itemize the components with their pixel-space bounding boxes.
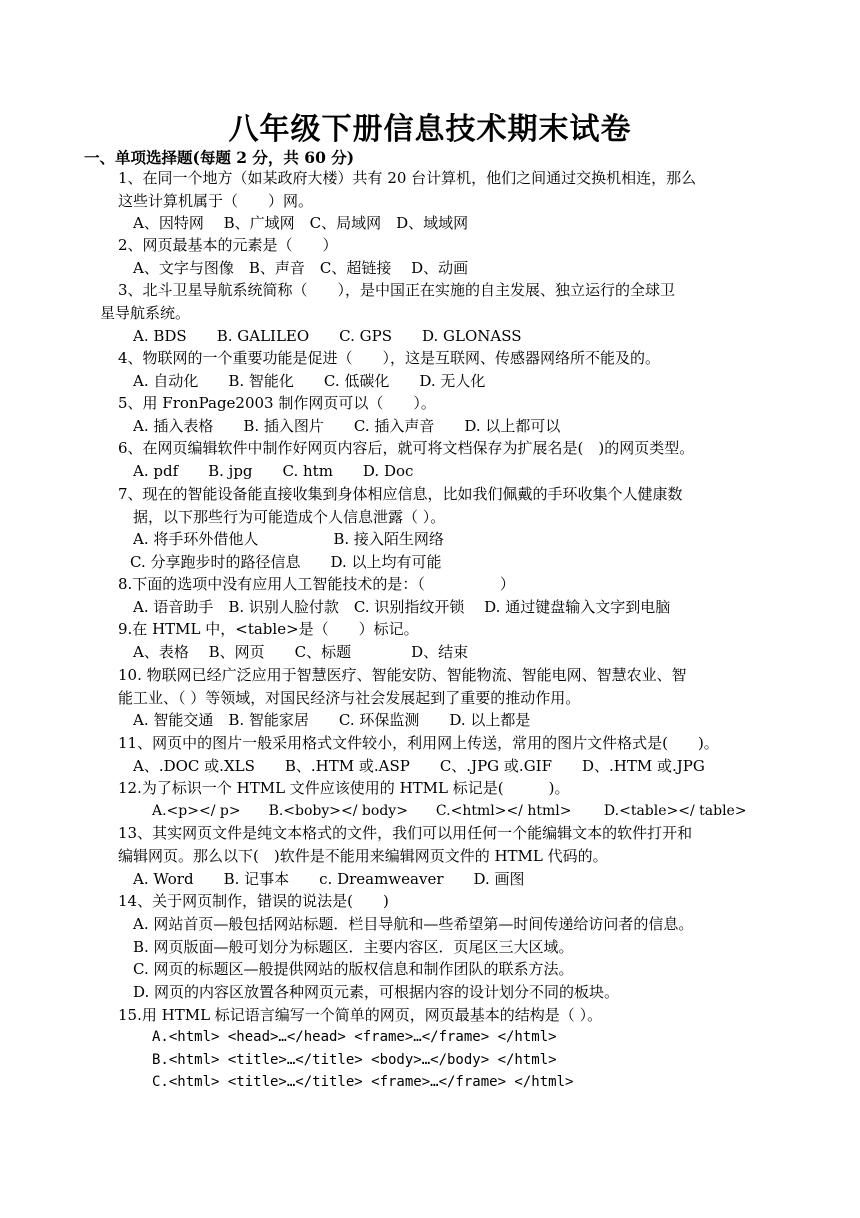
- question-15: 15.用 HTML 标记语言编写一个简单的网页，网页最基本的结构是（ ）。: [118, 1006, 603, 1024]
- section-heading: 一、单项选择题(每题 2 分，共 60 分): [84, 148, 355, 167]
- question-1-cont: 这些计算机属于（ ）网。: [118, 192, 314, 210]
- question-14-option-a: A. 网站首页—般包括网站标题．栏目导航和—些希望第—时间传递给访问者的信息。: [133, 915, 694, 933]
- question-7-options-1: A. 将手环外借他人 B. 接入陌生网络: [133, 530, 444, 548]
- question-12-options: A.<p></ p> B.<boby></ body> C.<html></ html> D.<table></ table>: [152, 803, 747, 819]
- question-14-option-c: C. 网页的标题区—般提供网站的版权信息和制作团队的联系方法。: [133, 960, 574, 978]
- question-3-options: A. BDS B. GALILEO C. GPS D. GLONASS: [133, 327, 522, 345]
- question-2: 2、网页最基本的元素是（ ）: [118, 236, 338, 254]
- page-title: 八年级下册信息技术期末试卷: [228, 112, 632, 147]
- question-15-option-c: C.<html> <title>…</title> <frame>…</frame> </html>: [152, 1074, 574, 1090]
- question-3-cont: 星导航系统。: [100, 304, 191, 322]
- question-13-options: A. Word B. 记事本 c. Dreamweaver D. 画图: [133, 870, 525, 888]
- question-7: 7、现在的智能设备能直接收集到身体相应信息，比如我们佩戴的手环收集个人健康数: [118, 485, 683, 503]
- question-10-cont: 能工业、（ ）等领域，对国民经济与社会发展起到了重要的推动作用。: [118, 689, 581, 707]
- question-14-option-b: B. 网页版面—般可划分为标题区．主要内容区．页尾区三大区域。: [133, 938, 574, 956]
- question-10: 10. 物联网已经广泛应用于智慧医疗、智能安防、智能物流、智能电网、智慧农业、智: [118, 666, 687, 684]
- question-3: 3、北斗卫星导航系统简称（ ），是中国正在实施的自主发展、独立运行的全球卫: [118, 281, 676, 299]
- question-11-options: A、.DOC 或.XLS B、.HTM 或.ASP C、.JPG 或.GIF D、.HTM 或.JPG: [133, 757, 705, 775]
- question-12: 12.为了标识一个 HTML 文件应该使用的 HTML 标记是( )。: [118, 779, 570, 797]
- question-13: 13、其实网页文件是纯文本格式的文件，我们可以用任何一个能编辑文本的软件打开和: [118, 824, 693, 842]
- question-5: 5、用 FronPage2003 制作网页可以（ ）。: [118, 394, 436, 412]
- question-1-options: A、因特网 B、广域网 C、局域网 D、域域网: [133, 214, 469, 232]
- question-6: 6、在网页编辑软件中制作好网页内容后，就可将文档保存为扩展名是( )的网页类型。: [118, 439, 695, 457]
- question-14-option-d: D. 网页的内容区放置各种网页元素，可根据内容的设计划分不同的板块。: [133, 983, 620, 1001]
- question-2-options: A、文字与图像 B、声音 C、超链接 D、动画: [133, 259, 469, 277]
- question-9: 9.在 HTML 中，<table>是（ ）标记。: [118, 620, 419, 638]
- question-7-options-2: C. 分享跑步时的路径信息 D. 以上均有可能: [130, 553, 442, 571]
- question-14: 14、关于网页制作，错误的说法是( ): [118, 892, 389, 910]
- question-9-options: A、表格 B、网页 C、标题 D、结束: [133, 643, 469, 661]
- question-15-option-a: A.<html> <head>…</head> <frame>…</frame> </html>: [152, 1029, 557, 1045]
- question-1: 1、在同一个地方（如某政府大楼）共有 20 台计算机，他们之间通过交换机相连，那么: [118, 169, 697, 187]
- question-4-options: A. 自动化 B. 智能化 C. 低碳化 D. 无人化: [133, 372, 486, 390]
- question-4: 4、物联网的一个重要功能是促进（ ），这是互联网、传感器网络所不能及的。: [118, 349, 661, 367]
- question-5-options: A. 插入表格 B. 插入图片 C. 插入声音 D. 以上都可以: [133, 417, 561, 435]
- question-15-option-b: B.<html> <title>…</title> <body>…</body> </html>: [152, 1052, 557, 1068]
- question-13-cont: 编辑网页。那么以下( )软件是不能用来编辑网页文件的 HTML 代码的。: [118, 847, 608, 865]
- question-8-options: A. 语音助手 B. 识别人脸付款 C. 识别指纹开锁 D. 通过键盘输入文字到电脑: [133, 598, 671, 616]
- question-11: 11、网页中的图片一般采用格式文件较小，利用网上传送，常用的图片文件格式是( )。: [118, 734, 719, 752]
- question-6-options: A. pdf B. jpg C. htm D. Doc: [133, 462, 414, 480]
- question-8: 8.下面的选项中没有应用人工智能技术的是：（ ）: [118, 575, 515, 593]
- question-7-cont: 据，以下那些行为可能造成个人信息泄露（ ）。: [133, 508, 446, 526]
- question-10-options: A. 智能交通 B. 智能家居 C. 环保监测 D. 以上都是: [133, 711, 531, 729]
